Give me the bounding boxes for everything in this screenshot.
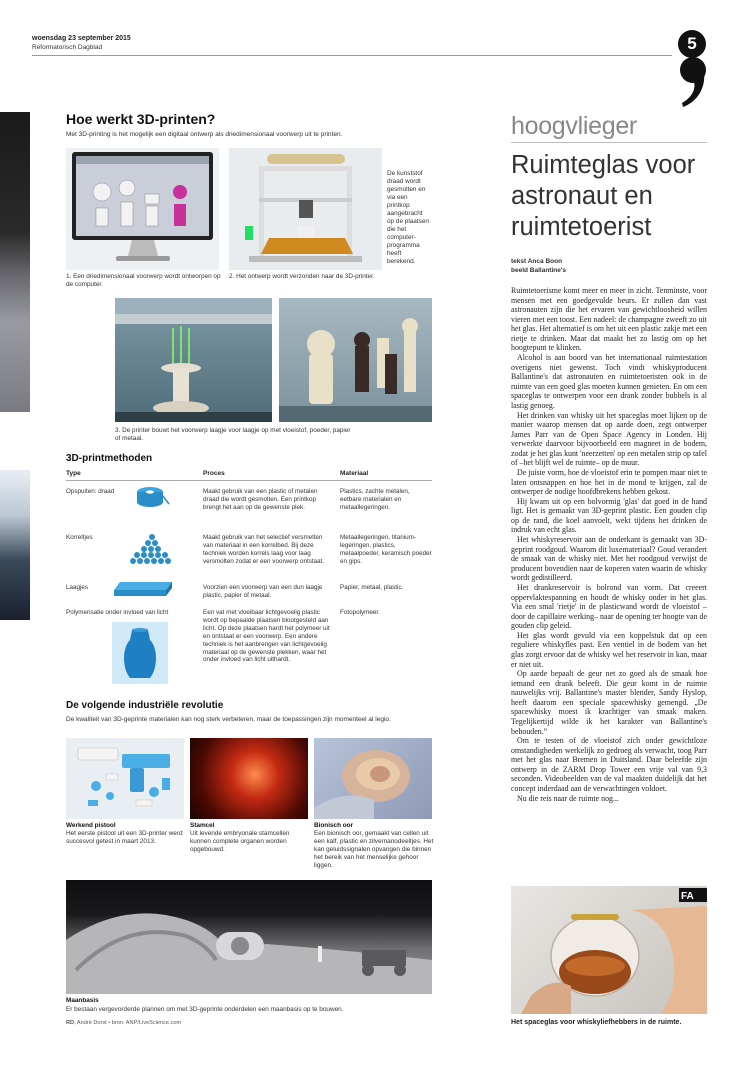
article-body (511, 286, 707, 803)
moon-base-photo (66, 880, 432, 994)
printing-layers-illustration (115, 298, 272, 422)
table-row-process: Voorzien een voorwerp van een dun laagje plastic, papier of metaal. (203, 584, 323, 599)
filament-note: De kunststof draad wordt gesmolten en via een printkop aangebracht op de plaatsen die het computerprogramma heeft berekend. (387, 170, 429, 265)
table-row-material: Papier, metaal, plastic. (340, 584, 404, 591)
resin-vat-icon (112, 622, 168, 684)
article-paragraph: Om te testen of de vloeistof zich onder gewichtloze omstandigheden werkelijk zo gedroeg als verwacht, toog Parr met het glas naar Bremen in Duitsland. Daar beleefde zijn ontwerp in de ZARM Drop Tower een vrije val van 9,3 seconden. Videobeelden van de val maakten duidelijk dat het concept inderdaad aan de verwachtingen voldoet. (511, 736, 707, 794)
article-paragraph: Op aarde bepaalt de geur net zo goed als de smaak hoe iemand een drank beleeft. Die geur komt in de ruimte nauwelijks vrij. Ballantine's master blender, Sandy Hyslop, heeft daarom een speciale spacewhisky gemengd. „De spacewhisky moest ik krachtiger van smaak maken. Tegelijkertijd wilde ik het karakter van Ballantine's behouden.” (511, 669, 707, 736)
table-row-process: Maakt gebruik van een plastic of metalen draad die wordt gesmolten. Een printkop brengt het aan op de gewenste plek. (203, 488, 318, 511)
pistol-text: Het eerste pistool uit een 3D-printer werd succesvol getest in maart 2013. (66, 830, 183, 845)
powder-beads-icon (126, 532, 172, 564)
revolution-intro: De kwaliteit van 3D-geprinte materialen kan nog sterk verbeteren, maar de toepassingen zijn momenteel al legio. (66, 716, 391, 723)
table-row-process: Maakt gebruik van het selectief versmelten van materiaal in een korrelbed. Bij deze techniek worden korrels laag voor laag versmolten zodat er een voorwerp ontstaat. (203, 534, 325, 565)
table-header-rule (66, 480, 432, 481)
moon-base-title: Maanbasis (66, 997, 99, 1004)
article-paragraph: Het whiskyreservoir aan de onderkant is gemaakt van 3D-geprint roodgoud. Waarom dit luxemateriaal? Goud verandert de smaak van de whisky niet. Met het roodgoud verwijst de producent bovendien naar de koperen vaten waarin de whisky wordt gedistilleerd. (511, 535, 707, 583)
layers-sheet-icon (112, 580, 174, 600)
table-row-type: Polymerisatie onder invloed van licht (66, 609, 169, 616)
stem-cell-photo (190, 738, 308, 819)
article-paragraph: Alcohol is aan boord van het internationaal ruimtestation overigens niet gewenst. Toch vindt whiskyproducent Ballantine's dat astronauten en ruimtetoeristen ook in de ruimte van een goed glas moeten kunnen genieten. En om een spaceglas te ontwerpen voor een drank zonder bubbels is al lastig genoeg. (511, 353, 707, 410)
kicker-rule (511, 142, 707, 143)
left-edge-photo-top (0, 112, 30, 412)
article-kicker: hoogvlieger (511, 112, 637, 140)
col-material-header: Materiaal (340, 470, 369, 477)
computer-design-illustration (66, 148, 219, 270)
table-row-type: Laagjes (66, 584, 89, 591)
table-row-material: Fotopolymeer. (340, 609, 380, 616)
article-headline: Ruimteglas voor astronaut en ruimtetoerist (511, 151, 696, 241)
byline-photographer: beeld Ballantine's (511, 267, 567, 274)
credit-logo: RD (66, 1020, 75, 1026)
bionic-ear-photo (314, 738, 432, 819)
revolution-title: De volgende industriële revolutie (66, 700, 224, 711)
bionic-ear-text: Een bionisch oor, gemaakt van cellen uit een kalf, plastic en zilvernanodeeltjes. Het kan geluidssignalen opvangen die binnen het bereik van het menselijke gehoor liggen. (314, 830, 434, 869)
newspaper-name: Reformatorisch Dagblad (32, 44, 103, 51)
caption-step-2: 2. Het ontwerp wordt verzonden naar de 3D-printer. (229, 273, 375, 280)
header-rule (32, 55, 672, 56)
stem-cell-title: Stamcel (190, 822, 215, 829)
article-paragraph: Het drankreservoir is bolrond van vorm. Dat creeert oppervlaktespanning en houdt de whisky onder in het glas. Via een smal 'rietje' in de plasticwand wordt de vloeistof –door de capillaire werking– naar de opening ter hoogte van de gouden clip geleid. (511, 582, 707, 631)
moon-base-text: Er bestaan vergevorderde plannen om met 3D-geprinte onderdelen een maanbasis op te bouwen. (66, 1006, 344, 1013)
table-row-material: Plastics, zachte metalen, eetbare materialen en metaallegeringen. (340, 488, 410, 511)
comma-logo-icon (677, 56, 709, 108)
photo-tag: FA (681, 891, 694, 902)
article-paragraph: Ruimtetoerisme komt meer en meer in zicht. Tenminste, voor mensen met een goedgevulde beurs. Er zullen dan vast astronauten zijn die het ervaren van gewichtloosheid willen vieren met een toost. Een nadeel: de champagne zweeft zo uit het glas. Het alternatief is om het uit een plastic zakje met een rietje te drinken. Maar dat maakt het zo lastig om op het hoogtepunt te klinken. (511, 286, 707, 353)
left-edge-photo-bottom (0, 470, 30, 620)
filament-spool-icon (134, 484, 170, 512)
byline-author: tekst Anca Boon (511, 258, 563, 265)
col-type-header: Type (66, 470, 81, 477)
caption-step-1: 1. Een driedimensionaal voorwerp wordt ontworpen op de computer. (66, 273, 221, 288)
table-row-type: Korreltjes (66, 534, 93, 541)
space-glass-photo (511, 886, 707, 1014)
bionic-ear-title: Bionisch oor (314, 822, 354, 829)
article-paragraph: De juiste vorm, hoe de vloeistof erin te pompen maar niet te laten ontsnappen en hoe het in de mond te krijgen, zal de ontwerper de nodige hoofdbrekens hebben gekost. (511, 467, 707, 497)
printed-chess-pieces-illustration (279, 298, 432, 422)
credit-text: , André Dorst • bron: ANP/LiveScience.com (74, 1020, 182, 1026)
methods-title: 3D-printmethoden (66, 453, 153, 464)
article-paragraph: Het drinken van whisky uit het spaceglas moet lijken op de manier waarop mensen dat op aarde doen, zegt ontwerper James Parr van de Open Space Agency in Londen. Hij verwerkte daarvoor bijvoorbeeld een magneet in de bodem, zodat je het glas kunt 'neerzetten' op een metalen strip op tafel of –het blijft wel de ruimte– op de muur. (511, 410, 707, 468)
col-process-header: Proces (203, 470, 225, 477)
table-row-process: Een vat met vloeibaar lichtgevoelig plastic wordt op bepaalde plaatsen blootgesteld aan licht. Op deze plaatsen hardt het polymeer uit en ontstaat er een voorwerp. Een andere techniek is het aanbrengen van lichtgevoelig materiaal op de gewenste plekken, waar het onder invloed van licht uithardt. (203, 609, 330, 664)
graphic-credit (66, 1020, 181, 1026)
table-row-type: Opspuiten: draad (66, 488, 115, 495)
table-row-material: Metaallegeringen, titaniumlegeringen, plastics, metaalpoeder, keramisch poeder en gips. (340, 534, 432, 565)
caption-step-3: 3. De printer bouwt het voorwerp laagje voor laagje op met vloeistof, poeder, papier of metaal. (115, 427, 351, 442)
article-paragraph: Het glas wordt gevuld via een koppelstuk dat op een reguliere whiskyfles past. Een ventiel in de bodem van het glas zorgt ervoor dat de whisky wel het reservoir in kan, maar er niet uit. (511, 630, 707, 669)
infographic-intro: Met 3D-printing is het mogelijk een digitaal ontwerp als driedimensionaal voorwerp uit te printen. (66, 131, 343, 138)
stem-cell-text: Uit levende embryonale stamcellen kunnen complete organen worden opgebouwd. (190, 830, 290, 853)
infographic-title: Hoe werkt 3D-printen? (66, 111, 216, 127)
printed-pistol-photo (66, 738, 184, 819)
article-paragraph: Nu die reis naar de ruimte nog... (517, 793, 619, 803)
photo-caption: Het spaceglas voor whiskyliefhebbers in de ruimte. (511, 1019, 682, 1026)
pistol-title: Werkend pistool (66, 822, 116, 829)
issue-date: woensdag 23 september 2015 (32, 35, 131, 42)
article-paragraph: Hij kwam uit op een bolvormig 'glas' dat goed in de hand ligt. Het is gemaakt van 3D-geprint plastic. Een gouden clip op de rand, die koel aanvoelt, wekt tijdens het drinken de indruk van echt glas. (511, 496, 707, 535)
page-number-badge: 5 (678, 30, 706, 58)
3d-printer-illustration (229, 148, 382, 270)
